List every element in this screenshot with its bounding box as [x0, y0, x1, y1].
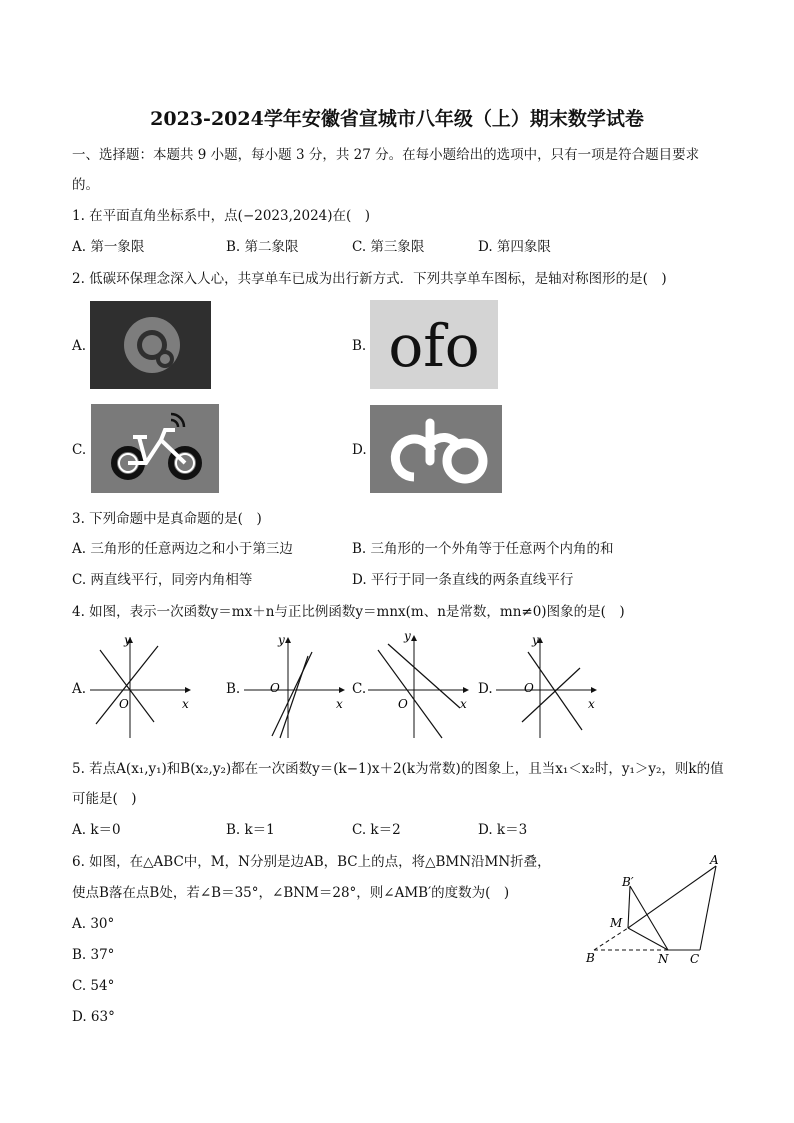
q5-stem-line2: 可能是( ) [72, 791, 137, 807]
svg-text:x: x [460, 697, 467, 711]
q5-option-c: C. k＝2 [352, 822, 401, 838]
q4-graph-b [240, 630, 350, 742]
q6-option-d: D. 63° [72, 1009, 115, 1025]
svg-text:y: y [278, 633, 285, 647]
q6-option-b: B. 37° [72, 947, 115, 963]
q1-option-c: C. 第三象限 [352, 239, 425, 255]
svg-text:O: O [524, 681, 534, 695]
q2-stem: 2. 低碳环保理念深入人心，共享单车已成为出行新方式．下列共享单车图标，是轴对称图形的是( ) [72, 271, 667, 287]
q1-option-b: B. 第二象限 [226, 239, 299, 255]
q2-label-a: A. [72, 338, 87, 354]
q4-label-d: D. [478, 681, 493, 697]
q2-label-d: D. [352, 442, 367, 458]
svg-text:C: C [690, 952, 700, 966]
section-heading-line2: 的。 [72, 177, 99, 193]
q4-graph-a [86, 630, 196, 742]
q4-label-c: C. [352, 681, 367, 697]
q3-option-c: C. 两直线平行，同旁内角相等 [72, 572, 253, 588]
svg-text:O: O [270, 681, 280, 695]
svg-text:N: N [658, 952, 669, 966]
q1-option-a: A. 第一象限 [72, 239, 145, 255]
logo-a-inner-dot [142, 335, 162, 355]
svg-text:B′: B′ [622, 875, 634, 889]
q2-label-b: B. [352, 338, 367, 354]
ofo-text: ofo [388, 312, 480, 380]
q6-option-c: C. 54° [72, 978, 115, 994]
q4-stem: 4. 如图，表示一次函数y＝mx＋n与正比例函数y＝mnx(m、n是常数，mn≠0)图象的是( ) [72, 604, 625, 620]
bike-logo-c-icon [91, 404, 219, 493]
q3-stem: 3. 下列命题中是真命题的是( ) [72, 511, 262, 527]
svg-text:y: y [404, 630, 411, 643]
q6-stem-line1: 6. 如图，在△ABC中，M，N分别是边AB，BC上的点，将△BMN沿MN折叠， [72, 854, 551, 870]
section-heading-line1: 一、选择题：本题共 9 小题，每小题 3 分，共 27 分。在每小题给出的选项中，只有一项是符合题目要求 [72, 147, 700, 163]
q5-stem-line1: 5. 若点A(x₁,y₁)和B(x₂,y₂)都在一次函数y＝(k−1)x＋2(k为常数)的图象上，且当x₁＜x₂时，y₁＞y₂，则k的值 [72, 761, 724, 777]
svg-text:A: A [710, 853, 719, 867]
svg-text:O: O [398, 697, 408, 711]
svg-text:y: y [532, 633, 539, 647]
q3-option-d: D. 平行于同一条直线的两条直线平行 [352, 572, 574, 588]
svg-text:x: x [182, 697, 189, 711]
q5-option-a: A. k＝0 [72, 822, 121, 838]
svg-text:y: y [124, 633, 131, 647]
q5-option-b: B. k＝1 [226, 822, 275, 838]
q4-graph-d [492, 630, 602, 742]
q3-option-a: A. 三角形的任意两边之和小于第三边 [72, 541, 293, 557]
q6-stem-line2: 使点B落在点B处，若∠B＝35°，∠BNM＝28°，则∠AMB′的度数为( ) [72, 885, 510, 901]
q4-graph-c [364, 630, 474, 742]
q4-label-b: B. [226, 681, 241, 697]
q1-stem: 1. 在平面直角坐标系中，点(−2023,2024)在( ) [72, 208, 371, 224]
bike-logo-a-icon [90, 301, 211, 389]
q1-option-d: D. 第四象限 [478, 239, 551, 255]
page-title: 2023-2024学年安徽省宣城市八年级（上）期末数学试卷 [150, 108, 644, 130]
svg-text:O: O [119, 697, 129, 711]
svg-text:x: x [588, 697, 595, 711]
q3-option-b: B. 三角形的一个外角等于任意两个内角的和 [352, 541, 614, 557]
q4-label-a: A. [72, 681, 87, 697]
svg-text:M: M [610, 916, 623, 930]
q2-label-c: C. [72, 442, 87, 458]
q6-option-a: A. 30° [72, 916, 115, 932]
logo-a-tail [160, 354, 170, 364]
bike-logo-d-icon [370, 405, 502, 493]
q5-option-d: D. k＝3 [478, 822, 528, 838]
svg-text:B: B [586, 951, 595, 965]
q6-triangle-figure [580, 850, 730, 970]
ofo-logo-icon [370, 300, 498, 389]
svg-text:x: x [336, 697, 343, 711]
